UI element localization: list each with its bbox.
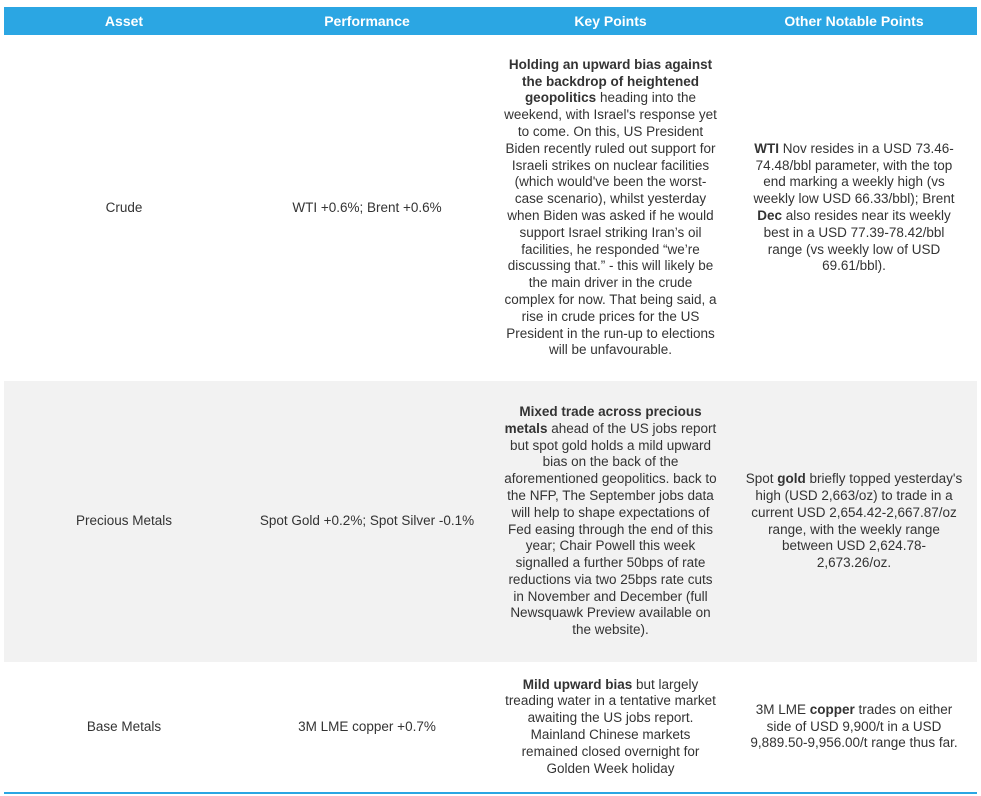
performance-cell: Spot Gold +0.2%; Spot Silver -0.1%: [244, 381, 490, 662]
other-text: Nov resides in a USD 73.46-74.48/bbl parameter, with the top end marking a weekly high (vs weekly low USD 66.33/bbl); Brent: [753, 140, 955, 207]
table-body: [4, 35, 977, 793]
other-text: briefly topped yesterday's high (USD 2,663/oz) to trade in a current USD 2,654.42-2,667.87/oz range, with the weekly range between USD 2,624.78-2,673.26/oz.: [751, 471, 963, 571]
asset-cell: Base Metals: [4, 662, 244, 793]
other-points-cell: [731, 662, 977, 793]
header-other-notable-points: Other Notable Points: [731, 7, 977, 35]
key-points-text: but largely treading water in a tentative market awaiting the US jobs report. Mainland Chinese markets remained closed overnight for Golden Week holiday: [505, 676, 716, 776]
table-header: [4, 7, 977, 35]
other-bold: WTI: [754, 140, 779, 156]
other-bold: gold: [777, 471, 806, 487]
asset-performance-table: [4, 7, 977, 794]
performance-cell: WTI +0.6%; Brent +0.6%: [244, 35, 490, 381]
table-row-crude: [4, 35, 977, 381]
other-points-cell: [731, 35, 977, 381]
other-text: trades on either side of USD 9,900/t in a USD 9,889.50-9,956.00/t range thus far.: [750, 701, 958, 751]
key-points-cell: [490, 381, 731, 662]
table-row-precious-metals: [4, 381, 977, 662]
header-performance: Performance: [244, 7, 490, 35]
other-text: 3M LME: [755, 701, 810, 717]
header-key-points: Key Points: [490, 7, 731, 35]
asset-cell: Precious Metals: [4, 381, 244, 662]
key-points-cell: [490, 662, 731, 793]
key-points-bold: Holding an upward bias against the backdrop of heightened geopolitics: [508, 56, 713, 106]
key-points-bold: Mixed trade across precious metals: [504, 403, 702, 436]
table-row-base-metals: [4, 662, 977, 793]
other-bold: Dec: [757, 208, 782, 223]
performance-cell: 3M LME copper +0.7%: [244, 662, 490, 793]
key-points-bold: Mild upward bias: [522, 676, 633, 692]
header-asset: Asset: [4, 7, 244, 35]
other-text: Spot: [745, 471, 778, 487]
header-row: [4, 7, 977, 35]
other-text: also resides near its weekly best in a USD 77.39-78.42/bbl range (vs weekly low of USD 69.61/bbl).: [763, 208, 951, 274]
other-bold: copper: [809, 701, 855, 717]
key-points-text: ahead of the US jobs report but spot gold holds a mild upward bias on the back of the aforementioned geopolitics. back to the NFP, The September jobs data will help to shape expectations of Fed easing through the end of this year; Chair Powell this week signalled a further 50bps of rate reductions via two 25bps rate cuts in November and December (full Newsquawk Preview available on the website).: [504, 420, 717, 638]
key-points-text: heading into the weekend, with Israel's response yet to come. On this, US President Biden recently ruled out support for Israeli strikes on nuclear facilities (which would've been the worst-case scenario), whilst yesterday when Biden was asked if he would support Israel striking Iran’s oil facilities, he responded “we’re discussing that.” - this will likely be the main driver in the crude complex for now. That being said, a rise in crude prices for the US President in the run-up to elections will be unfavourable.: [504, 90, 717, 358]
other-points-cell: [731, 381, 977, 662]
key-points-cell: [490, 35, 731, 381]
asset-cell: Crude: [4, 35, 244, 381]
